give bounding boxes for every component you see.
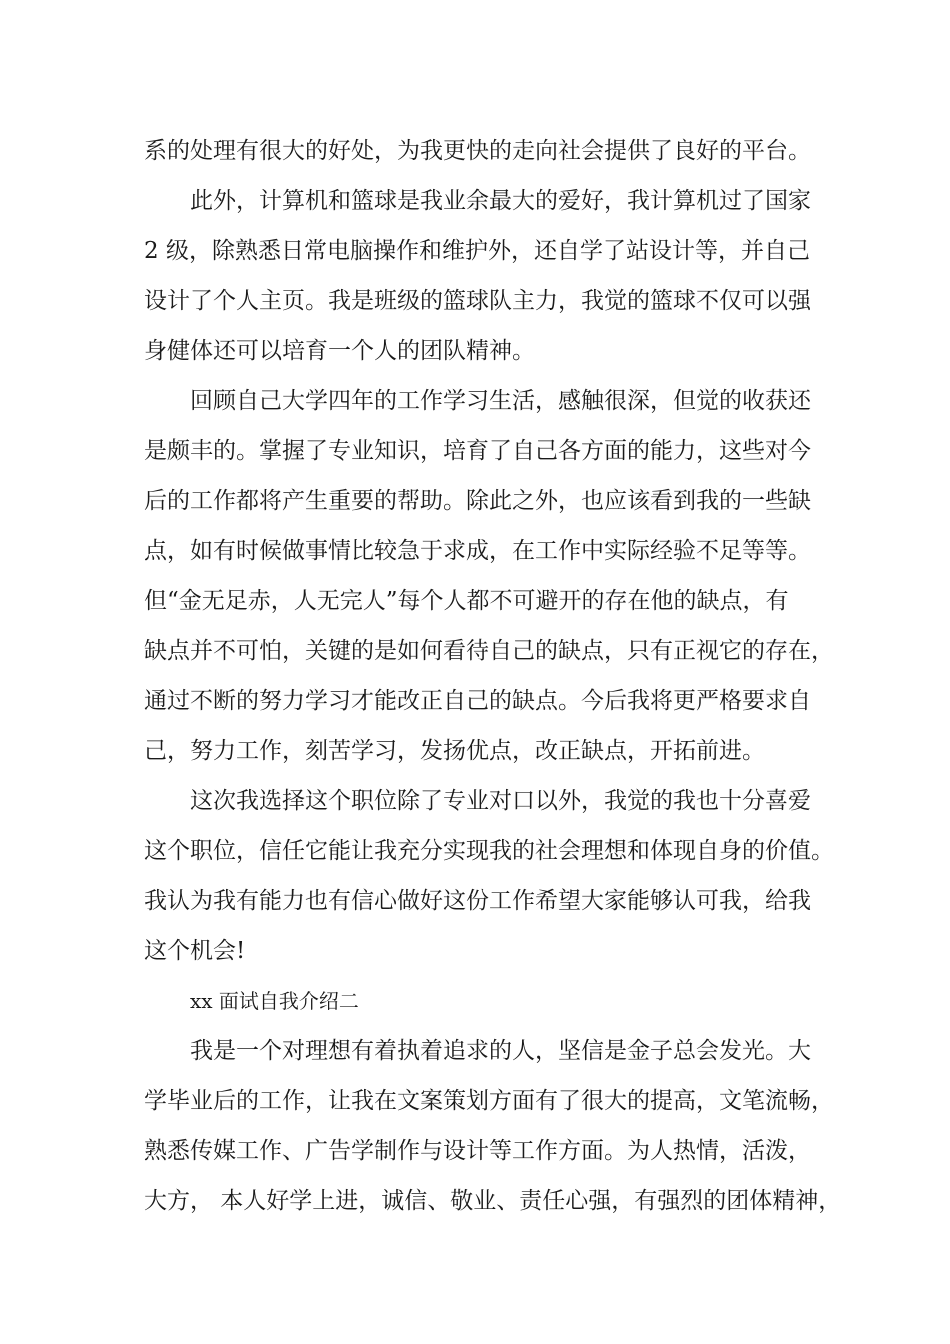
text-line: 己，努力工作，刻苦学习，发扬优点，改正缺点，开拓前进。 <box>144 738 765 764</box>
text-line: 点，如有时候做事情比较急于求成，在工作中实际经验不足等等。 <box>144 538 811 564</box>
text-line: 学毕业后的工作，让我在文案策划方面有了很大的提高，文笔流畅， <box>144 1088 834 1114</box>
text-line: 这个职位，信任它能让我充分实现我的社会理想和体现自身的价值。 <box>144 838 834 864</box>
text-line: 我认为我有能力也有信心做好这份工作希望大家能够认可我，给我 <box>144 888 811 914</box>
text-line: 这个机会! <box>144 938 246 964</box>
paragraph-start: 我是一个对理想有着执着追求的人，坚信是金子总会发光。大 <box>190 1038 811 1064</box>
text-line: 大方， 本人好学上进，诚信、敬业、责任心强，有强烈的团体精神， <box>144 1188 842 1214</box>
text-line: 熟悉传媒工作、广告学制作与设计等工作方面。为人热情，活泼， <box>144 1138 811 1164</box>
paragraph-start: 回顾自己大学四年的工作学习生活，感触很深，但觉的收获还 <box>190 388 811 414</box>
text-line: 是颇丰的。掌握了专业知识，培育了自己各方面的能力，这些对今 <box>144 438 811 464</box>
text-line: 后的工作都将产生重要的帮助。除此之外，也应该看到我的一些缺 <box>144 488 811 514</box>
text-line: 系的处理有很大的好处，为我更快的走向社会提供了良好的平台。 <box>144 138 811 164</box>
text-line: 通过不断的努力学习才能改正自己的缺点。今后我将更严格要求自 <box>144 688 811 714</box>
paragraph-start: 这次我选择这个职位除了专业对口以外，我觉的我也十分喜爱 <box>190 788 811 814</box>
section-heading: xx 面试自我介绍二 <box>190 989 359 1013</box>
text-line: 缺点并不可怕，关键的是如何看待自己的缺点，只有正视它的存在， <box>144 638 834 664</box>
text-line: 2 级，除熟悉日常电脑操作和维护外，还自学了站设计等，并自己 <box>144 238 810 264</box>
text-line: 身健体还可以培育一个人的团队精神。 <box>144 338 535 364</box>
text-line: 设计了个人主页。我是班级的篮球队主力，我觉的篮球不仅可以强 <box>144 288 811 314</box>
paragraph-start: 此外，计算机和篮球是我业余最大的爱好，我计算机过了国家 <box>190 188 811 214</box>
text-line: 但“金无足赤，人无完人”每个人都不可避开的存在他的缺点，有 <box>144 588 789 614</box>
